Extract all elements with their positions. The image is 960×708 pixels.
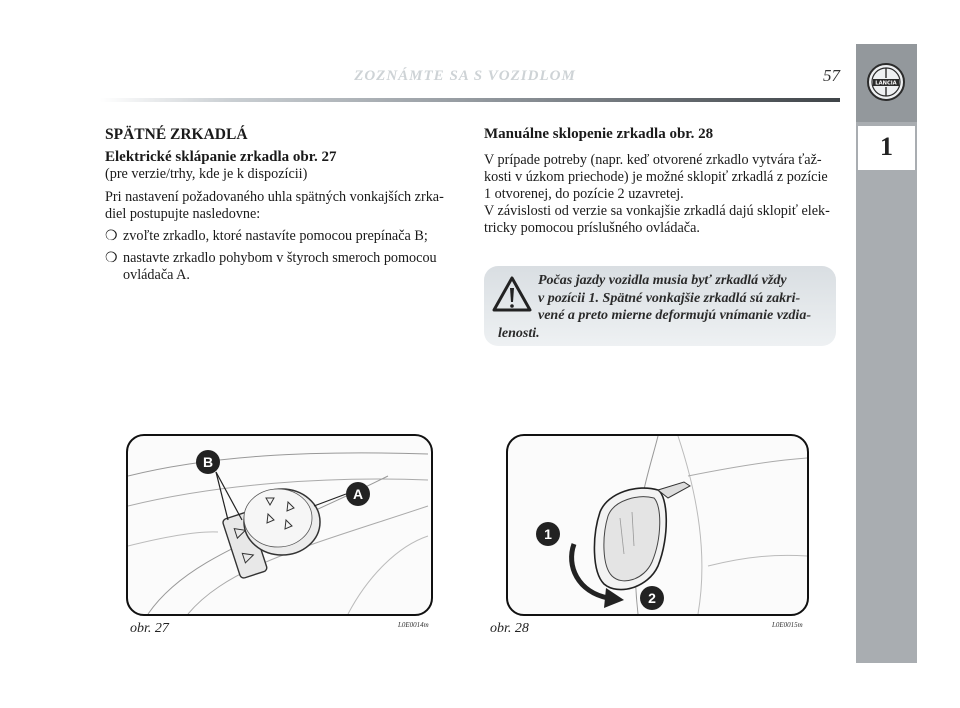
body-line: kosti v úzkom priechode) je možné sklopiť zrkadlá z pozície — [484, 169, 828, 185]
lancia-logo-icon — [866, 62, 906, 102]
warning-line: lenosti. — [498, 325, 540, 341]
figure-27-code: L0E0014m — [398, 621, 429, 629]
warning-line: vené a preto mierne deformujú vnímanie vzdia- — [538, 308, 811, 323]
bullet-marker: ❍ — [105, 251, 118, 266]
warning-line: v pozícii 1. Spätné vonkajšie zrkadlá sú zakri- — [538, 290, 801, 306]
label-a: A — [352, 486, 364, 502]
bullet-item: zvoľte zrkadlo, ktoré nastavíte pomocou prepínača B; — [123, 228, 428, 244]
subheading-manual-folding: Manuálne sklopenie zrkadla obr. 28 — [484, 126, 714, 142]
svg-text:LANCIA: LANCIA — [875, 80, 897, 87]
body-line: tricky pomocou príslušného ovládača. — [484, 220, 700, 236]
section-heading: SPÄTNÉ ZRKADLÁ — [105, 126, 248, 143]
body-line: V závislosti od verzie sa vonkajšie zrkadlá dajú sklopiť elek- — [484, 203, 830, 219]
warning-line: Počas jazdy vozidla musia byť zrkadlá vždy — [538, 273, 787, 288]
figure-27-caption: obr. 27 — [130, 621, 169, 636]
figure-28-code: L0E0015m — [772, 621, 803, 629]
intro-line: diel postupujte nasledovne: — [105, 206, 261, 222]
section-title: ZOZNÁMTE SA S VOZIDLOM — [354, 68, 576, 84]
mirror-control-illustration — [128, 436, 431, 614]
bullet-item: nastavte zrkadlo pohybom v štyroch smeroch pomocou — [123, 250, 437, 266]
figure-27-mirror-controls — [126, 434, 433, 616]
chapter-number: 1 — [880, 132, 893, 161]
mirror-folding-illustration — [508, 436, 807, 614]
body-line: 1 otvorenej, do pozície 2 uzavretej. — [484, 186, 684, 202]
intro-line: Pri nastavení požadovaného uhla spätných vonkajších zrka- — [105, 189, 444, 205]
figure-28-caption: obr. 28 — [490, 621, 529, 636]
subheading-note: (pre verzie/trhy, kde je k dispozícii) — [105, 166, 308, 182]
label-2: 2 — [648, 590, 656, 606]
warning-text — [498, 272, 826, 342]
header-rule — [100, 98, 840, 102]
figure-28-manual-folding — [506, 434, 809, 616]
label-1: 1 — [544, 526, 552, 542]
bullet-item-continuation: ovládača A. — [123, 267, 190, 283]
body-line: V prípade potreby (napr. keď otvorené zrkadlo vytvára ťaž- — [484, 152, 822, 168]
subheading-electric-folding: Elektrické sklápanie zrkadla obr. 27 — [105, 149, 337, 165]
bullet-marker: ❍ — [105, 229, 118, 244]
label-b: B — [202, 454, 214, 470]
page-number: 57 — [823, 66, 840, 85]
